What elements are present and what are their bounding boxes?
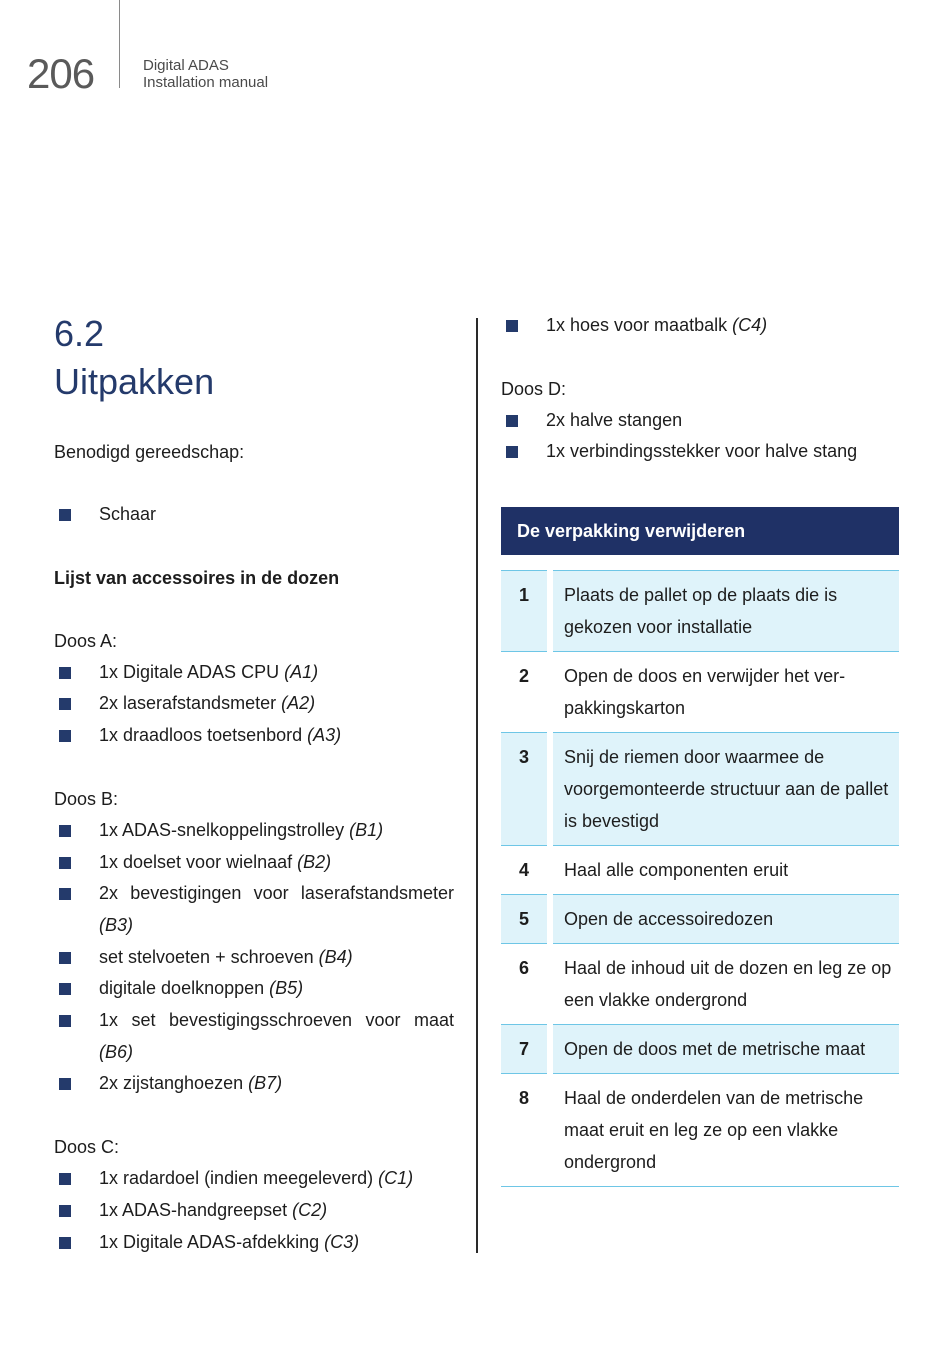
box-b-list xyxy=(54,815,454,1100)
box-a-label: Doos A: xyxy=(54,630,118,651)
table-bottom-rule xyxy=(501,1186,899,1187)
item-code: (A3) xyxy=(307,725,342,746)
square-bullet-icon xyxy=(59,730,71,742)
right-column xyxy=(501,310,899,468)
box-d-label: Doos D: xyxy=(501,378,567,399)
square-bullet-icon xyxy=(506,415,518,427)
left-column xyxy=(54,310,454,1258)
steps-table xyxy=(501,570,899,1187)
section-number: 6.2 xyxy=(54,313,105,354)
square-bullet-icon xyxy=(59,1205,71,1217)
square-bullet-icon xyxy=(59,888,71,900)
step-text: Open de accessoiredozen xyxy=(553,894,899,943)
item-code: (B3) xyxy=(99,914,134,935)
list-item xyxy=(54,720,454,752)
list-item xyxy=(54,1068,454,1100)
square-bullet-icon xyxy=(59,1078,71,1090)
square-bullet-icon xyxy=(59,509,71,521)
item-text: 2x halve stangen xyxy=(546,409,683,430)
document-title-line1: Digital ADAS xyxy=(143,57,229,74)
table-row xyxy=(501,651,899,732)
item-text: 2x laserafstandsmeter xyxy=(99,693,282,714)
box-c-list-continued xyxy=(501,310,899,342)
step-number: 3 xyxy=(501,732,547,845)
step-number: 6 xyxy=(501,943,547,1024)
item-text: 1x hoes voor maatbalk xyxy=(546,315,733,335)
item-text: 1x Digitale ADAS-afdekking xyxy=(99,1231,325,1252)
step-text: Plaats de pallet op de plaats die is gekozen voor installatie xyxy=(553,570,899,651)
item-text: 1x ADAS-handgreepset xyxy=(99,1199,293,1220)
table-title: De verpakking verwijderen xyxy=(501,507,899,555)
item-text: 2x zijstanghoezen xyxy=(99,1073,249,1094)
box-b-label: Doos B: xyxy=(54,788,119,809)
square-bullet-icon xyxy=(59,1237,71,1249)
list-item xyxy=(54,815,454,847)
item-code: (B1) xyxy=(349,819,384,840)
square-bullet-icon xyxy=(59,983,71,995)
step-text: Open de doos en verwijder het ver-pakkingskarton xyxy=(553,651,899,732)
square-bullet-icon xyxy=(506,320,518,332)
step-number: 5 xyxy=(501,894,547,943)
square-bullet-icon xyxy=(59,857,71,869)
item-code: (A2) xyxy=(281,693,316,714)
list-item xyxy=(54,1227,454,1259)
tools-heading: Benodigd gereedschap: xyxy=(54,442,245,462)
item-code: (C3) xyxy=(324,1231,360,1252)
step-number: 4 xyxy=(501,845,547,894)
item-code: (B7) xyxy=(248,1073,283,1094)
list-item xyxy=(54,847,454,879)
step-text: Haal alle componenten eruit xyxy=(553,845,899,894)
item-text: 1x Digitale ADAS CPU xyxy=(99,661,285,682)
step-number: 8 xyxy=(501,1073,547,1186)
list-item xyxy=(54,973,454,1005)
square-bullet-icon xyxy=(59,1173,71,1185)
list-item xyxy=(54,688,454,720)
step-text: Haal de onderdelen van de metrische maat eruit en leg ze op een vlakke ondergrond xyxy=(553,1073,899,1186)
step-number: 7 xyxy=(501,1024,547,1073)
square-bullet-icon xyxy=(506,446,518,458)
item-code: (C2) xyxy=(292,1199,328,1220)
item-code: (C1) xyxy=(378,1168,414,1189)
table-row xyxy=(501,732,899,845)
item-text: set stelvoeten + schroeven xyxy=(99,946,319,967)
list-item xyxy=(501,310,899,342)
step-number: 1 xyxy=(501,570,547,651)
document-title xyxy=(143,57,268,91)
tools-list xyxy=(54,499,454,531)
item-code: (A1) xyxy=(284,661,319,682)
list-item xyxy=(501,405,899,437)
table-row xyxy=(501,894,899,943)
list-item xyxy=(501,436,899,468)
item-text: 1x doelset voor wielnaaf xyxy=(99,851,298,872)
square-bullet-icon xyxy=(59,1015,71,1027)
list-item xyxy=(54,1005,454,1068)
list-item xyxy=(54,499,454,531)
item-code: (B4) xyxy=(318,946,353,967)
item-text: 1x draadloos toetsenbord xyxy=(99,725,308,746)
table-row xyxy=(501,570,899,651)
table-row xyxy=(501,845,899,894)
list-item xyxy=(54,1195,454,1227)
list-item xyxy=(54,1163,454,1195)
item-text: 1x ADAS-snelkoppelingstrolley xyxy=(99,819,350,840)
header-divider xyxy=(119,0,120,88)
step-text: Snij de riemen door waarmee de voorgemonteerde structuur aan de pallet is bevestigd xyxy=(553,732,899,845)
list-item xyxy=(54,878,454,941)
table-row xyxy=(501,1024,899,1073)
item-code: (B5) xyxy=(269,978,304,999)
item-text: digitale doelknoppen xyxy=(99,978,270,999)
item-text: 1x set bevestigingsschroeven voor maat xyxy=(99,1010,454,1031)
box-d-list xyxy=(501,405,899,468)
square-bullet-icon xyxy=(59,825,71,837)
step-text: Haal de inhoud uit de dozen en leg ze op een vlakke ondergrond xyxy=(553,943,899,1024)
tool-item-label: Schaar xyxy=(99,504,157,524)
box-c-list xyxy=(54,1163,454,1258)
square-bullet-icon xyxy=(59,952,71,964)
document-title-line2: Installation manual xyxy=(143,74,269,91)
box-a-list xyxy=(54,657,454,752)
item-text: 1x verbindingsstekker voor halve stang xyxy=(546,441,858,462)
list-item xyxy=(54,942,454,974)
item-code: (B6) xyxy=(99,1041,134,1062)
table-row xyxy=(501,1073,899,1186)
item-code: (C4) xyxy=(732,315,768,335)
item-code: (B2) xyxy=(297,851,332,872)
column-divider xyxy=(476,318,478,1253)
step-text: Open de doos met de metrische maat xyxy=(553,1024,899,1073)
square-bullet-icon xyxy=(59,698,71,710)
step-number: 2 xyxy=(501,651,547,732)
item-text: 2x bevestigingen voor laserafstandsmeter xyxy=(99,883,454,904)
box-c-label: Doos C: xyxy=(54,1137,120,1158)
page-number: 206 xyxy=(27,50,95,97)
accessories-heading: Lijst van accessoires in de dozen xyxy=(54,567,340,588)
section-title: Uitpakken xyxy=(54,361,215,402)
list-item xyxy=(54,657,454,689)
item-text: 1x radardoel (indien meegeleverd) xyxy=(99,1168,379,1189)
table-row xyxy=(501,943,899,1024)
square-bullet-icon xyxy=(59,667,71,679)
